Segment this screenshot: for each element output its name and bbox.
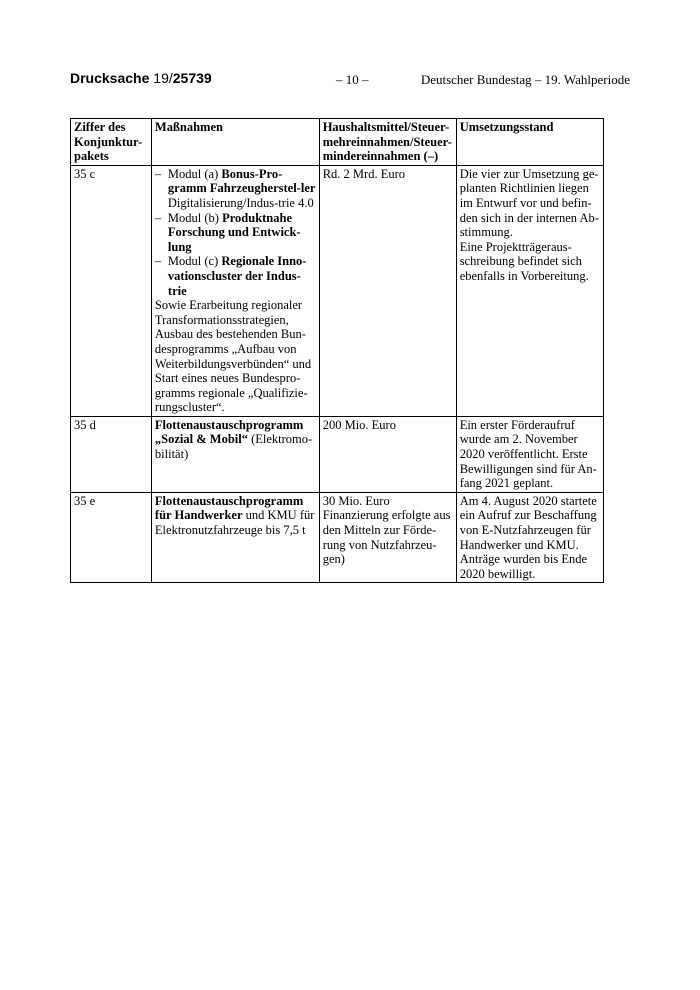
cell-umsetzungsstand: Am 4. August 2020 startete ein Aufruf zur Beschaffung von E-Nutzfahrzeugen für Handwerker und KMU. Anträge wurden bis Ende 2020 bewilligt. bbox=[456, 492, 603, 583]
header-right-title: Deutscher Bundestag – 19. Wahlperiode bbox=[420, 72, 630, 87]
drucksache-number: Drucksache 19/25739 bbox=[70, 70, 212, 86]
column-header-ziffer: Ziffer des Konjunktur-pakets bbox=[71, 119, 152, 166]
table-row bbox=[71, 416, 604, 492]
cell-haushaltsmittel: Rd. 2 Mrd. Euro bbox=[319, 165, 456, 416]
cell-ziffer: 35 c bbox=[71, 165, 152, 416]
page-number: – 10 – bbox=[336, 72, 369, 87]
measures-table bbox=[70, 118, 604, 583]
column-header-haushaltsmittel: Haushaltsmittel/Steuer-mehreinnahmen/Steuer-mindereinnahmen (–) bbox=[319, 119, 456, 166]
massnahmen-note: Sowie Erarbeitung regionaler Transformationsstrategien, Ausbau des bestehenden Bun-desprogramms „Aufbau von Weiterbildungsverbünden“ und Start eines neues Bundespro-gramms regionale „Qualifizie-rungscluster“. bbox=[154, 298, 312, 415]
table-row bbox=[71, 492, 604, 583]
list-item: – Modul (c) Regionale Inno-vationscluster der Indus-trie bbox=[154, 254, 307, 298]
list-item: – Modul (a) Bonus-Pro-gramm Fahrzeugherstel-ler Digitalisierung/Indus-trie 4.0 bbox=[154, 166, 316, 210]
table-row bbox=[71, 165, 604, 416]
list-item: – Modul (b) Produktnahe Forschung und Entwick-lung bbox=[154, 210, 301, 254]
table-header-row bbox=[71, 119, 604, 166]
cell-massnahmen bbox=[151, 165, 319, 416]
cell-umsetzungsstand: Die vier zur Umsetzung ge-planten Richtlinien liegen im Entwurf vor und befin-den sich in der internen Ab-stimmung. Eine Projektträgeraus-schreibung befindet sich ebenfalls in Vorbereitung. bbox=[456, 165, 603, 416]
page-header bbox=[70, 70, 630, 92]
cell-massnahmen: Flottenaustauschprogramm für Handwerker und KMU für Elektronutzfahrzeuge bis 7,5 t bbox=[151, 492, 319, 583]
column-header-umsetzungsstand: Umsetzungsstand bbox=[456, 119, 603, 166]
cell-massnahmen: Flottenaustauschprogramm „Sozial & Mobil“ (Elektromo-bilität) bbox=[151, 416, 319, 492]
cell-ziffer: 35 e bbox=[71, 492, 152, 583]
cell-umsetzungsstand: Ein erster Förderaufruf wurde am 2. November 2020 veröffentlicht. Erste Bewilligungen sind für An-fang 2021 geplant. bbox=[456, 416, 603, 492]
cell-ziffer: 35 d bbox=[71, 416, 152, 492]
column-header-massnahmen: Maßnahmen bbox=[151, 119, 319, 166]
cell-haushaltsmittel: 30 Mio. Euro Finanzierung erfolgte aus den Mitteln zur Förde-rung von Nutzfahrzeu-gen) bbox=[319, 492, 456, 583]
cell-haushaltsmittel: 200 Mio. Euro bbox=[319, 416, 456, 492]
